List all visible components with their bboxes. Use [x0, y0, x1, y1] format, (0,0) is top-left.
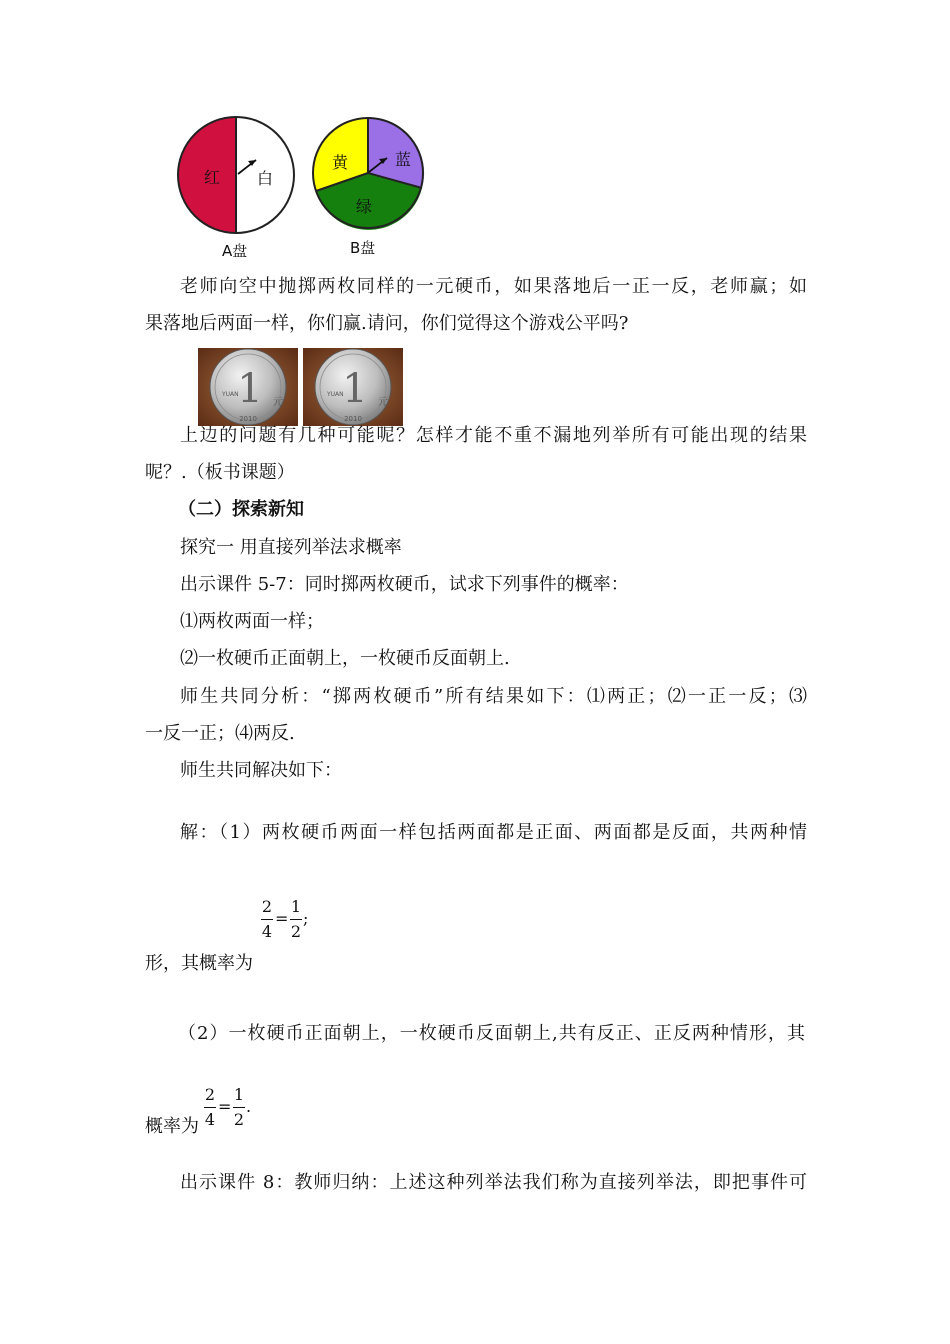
analysis-line1: 师生共同分析：“掷两枚硬币”所有结果如下：⑴两正；⑵一正一反；⑶: [180, 686, 807, 707]
spinner-figure: [170, 110, 440, 265]
coin-1-unit: 元: [273, 397, 283, 408]
formula-2-tail: .: [246, 1097, 252, 1116]
courseware-line: 出示课件 5-7：同时掷两枚硬币，试求下列事件的概率：: [180, 574, 629, 595]
coin-1-year: 2010: [239, 415, 257, 423]
coin-photo-2: [303, 348, 403, 426]
disk-a-caption: A盘: [222, 242, 248, 260]
coin-2-unit: 元: [378, 397, 388, 408]
formula-1-num2: 1: [290, 897, 302, 916]
formula-2-equals: =: [218, 1097, 232, 1116]
paragraph-question-line1: 上边的问题有几种可能呢？怎样才能不重不漏地列举所有可能出现的结果: [180, 425, 807, 446]
coin-1-value: 1: [237, 366, 263, 412]
analysis-line2: 一反一正；⑷两反.: [145, 723, 295, 744]
coin-1-pinyin: YUAN: [222, 391, 239, 398]
section-heading: （二）探索新知: [178, 499, 304, 520]
paragraph-coin-game-line2: 果落地后两面一样，你们赢.请问，你们觉得这个游戏公平吗?: [145, 313, 629, 334]
formula-1-tail: ;: [303, 909, 309, 928]
formula-2-num1: 2: [204, 1085, 216, 1104]
solution-1-line2: 形，其概率为: [145, 953, 253, 974]
disk-b: [313, 118, 424, 257]
formula-2-num2: 1: [233, 1085, 245, 1104]
coin-photo-1: [198, 348, 298, 426]
formula-1-den2: 2: [290, 922, 302, 941]
summary-line: 出示课件 8：教师归纳：上述这种列举法我们称为直接列举法，即把事件可: [180, 1172, 807, 1193]
paragraph-question-line2: 呢？.（板书课题）: [145, 462, 295, 483]
formula-2-den1: 4: [204, 1110, 216, 1129]
solution-2-line1: （2）一枚硬币正面朝上，一枚硬币反面朝上,共有反正、正反两种情形，其: [178, 1023, 805, 1044]
paragraph-coin-game-line1: 老师向空中抛掷两枚同样的一元硬币，如果落地后一正一反，老师赢；如: [180, 276, 807, 297]
disk-b-label-blue: 蓝: [395, 150, 412, 169]
disk-a-label-white: 白: [257, 169, 274, 188]
disk-b-label-green: 绿: [356, 197, 373, 216]
subsection-title: 探究一 用直接列举法求概率: [180, 537, 402, 558]
coin-2-pinyin: YUAN: [327, 391, 344, 398]
formula-2-den2: 2: [233, 1110, 245, 1129]
solve-intro: 师生共同解决如下：: [180, 760, 342, 781]
disk-b-caption: B盘: [350, 239, 376, 257]
question-item-2: ⑵一枚硬币正面朝上，一枚硬币反面朝上.: [180, 648, 510, 669]
formula-1-num1: 2: [261, 897, 273, 916]
coin-2-value: 1: [342, 366, 368, 412]
formula-1: [260, 898, 320, 944]
disk-a: [178, 117, 294, 260]
formula-1-den1: 4: [261, 922, 273, 941]
disk-a-label-red: 红: [204, 168, 221, 187]
solution-2-line2: 概率为: [145, 1116, 199, 1137]
formula-1-equals: =: [275, 909, 289, 928]
coin-2-year: 2010: [344, 415, 362, 423]
solution-1-line1: 解：（1）两枚硬币两面一样包括两面都是正面、两面都是反面，共两种情: [180, 822, 807, 843]
question-item-1: ⑴两枚两面一样；: [180, 611, 324, 632]
disk-b-label-yellow: 黄: [332, 153, 349, 172]
